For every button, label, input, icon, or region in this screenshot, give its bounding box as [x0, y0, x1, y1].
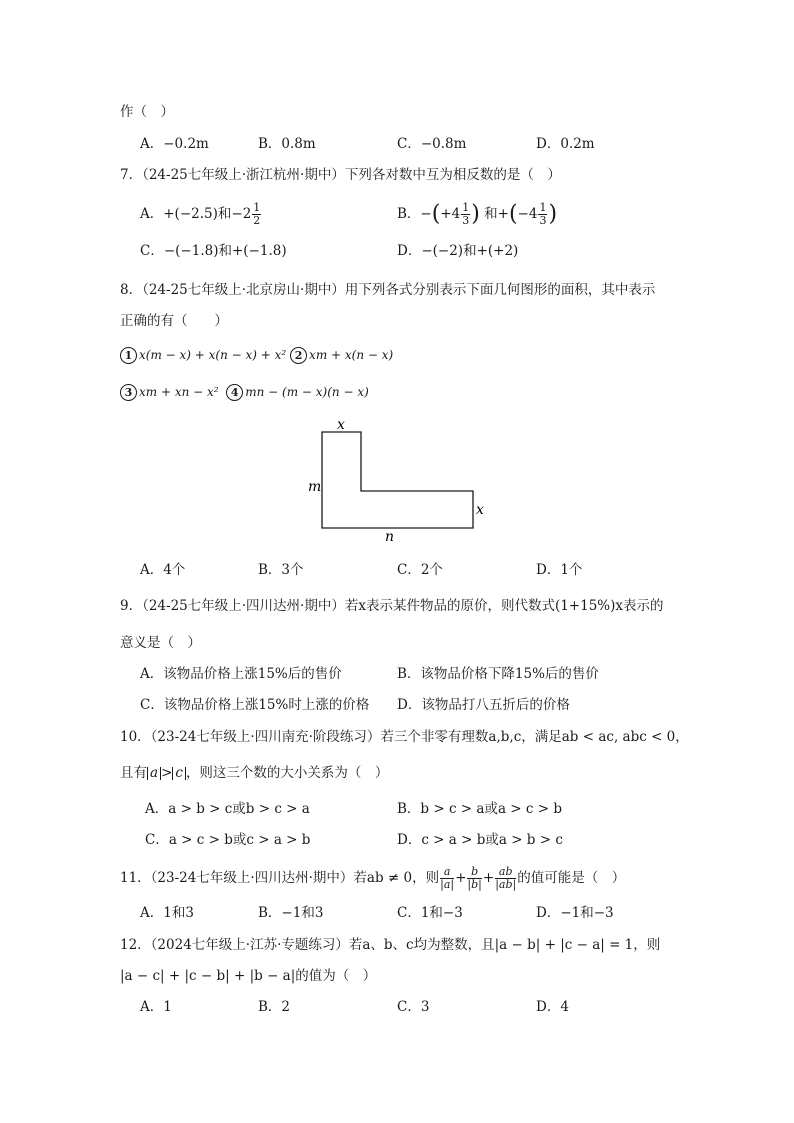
q7-b-paren-close: ) — [471, 201, 480, 227]
q7-b-paren2-close: ) — [548, 201, 558, 227]
q7-b-frac-num: 1 — [462, 201, 470, 214]
q8-formula2: xm + x(n − x) — [309, 348, 394, 362]
q7-b-mid2: −4 — [517, 206, 538, 222]
q6-stem-tail: 作（ ） — [120, 104, 174, 120]
q8-option-b[interactable]: B．3个 — [258, 562, 304, 578]
q11-plus1: + — [455, 870, 467, 886]
q8-label-top-x: x — [337, 417, 345, 433]
q7-b-paren2-open: ( — [508, 201, 518, 227]
q8-formula2-number: 2 — [290, 347, 307, 364]
q10-stem-line2 — [120, 763, 388, 783]
q7-option-d[interactable] — [397, 241, 518, 261]
q11-option-b[interactable]: B．−1和3 — [258, 905, 324, 921]
q6-option-d[interactable]: D．0.2m — [536, 136, 595, 152]
q10-abs-a: a — [147, 767, 161, 780]
q7-a-label: A． — [140, 206, 164, 222]
q11-plus2: + — [482, 870, 495, 886]
q7-b-frac2-den: 3 — [539, 214, 547, 227]
q11-option-d[interactable]: D．−1和−3 — [536, 905, 614, 921]
q11-stem-post: 的值可能是（ ） — [517, 870, 626, 886]
q11-frac3-den: |ab| — [495, 878, 517, 891]
q6-option-b[interactable]: B．0.8m — [258, 136, 316, 152]
q8-formula1-number: 1 — [120, 347, 137, 364]
q11-frac3 — [495, 866, 516, 891]
q8-option-a[interactable]: A．4个 — [140, 562, 186, 578]
q12-stem-line2: |a − c| + |c − b| + |b − a|的值为（ ） — [120, 968, 377, 984]
q10-gt: > — [161, 765, 173, 781]
q11-frac2 — [467, 866, 481, 891]
q7-c-label: C． — [140, 243, 164, 259]
q7-b-mid: 4 — [451, 206, 461, 222]
q8-stem-line2: 正确的有（ ） — [120, 313, 228, 329]
q7-b-label: B． — [397, 206, 421, 222]
q8-formula3-number: 3 — [120, 384, 137, 401]
q12-stem-line1: 12．（2024七年级上·江苏·专题练习）若a、b、c均为整数，且|a − b| + |c − a| = 1，则 — [120, 937, 661, 953]
q7-option-a[interactable] — [140, 202, 262, 227]
q11-option-a[interactable]: A．1和3 — [140, 905, 194, 921]
q12-option-b[interactable]: B．2 — [258, 999, 291, 1015]
q8-label-bottom-n: n — [385, 529, 395, 545]
q7-b-pre: − — [420, 206, 432, 222]
q11-option-c[interactable]: C．1和−3 — [397, 905, 463, 921]
q7-option-c[interactable] — [140, 241, 287, 261]
q8-label-left-m: m — [308, 479, 322, 495]
q8-option-c[interactable]: C．2个 — [397, 562, 443, 578]
q10-stem-line1: 10．（23-24七年级上·四川南充·阶段练习）若三个非零有理数a,b,c，满足ab < ac, abc < 0， — [120, 729, 689, 745]
q7-b-paren-open: ( — [431, 201, 441, 227]
q6-option-a[interactable]: A．−0.2m — [140, 136, 209, 152]
q8-formula4-number: 4 — [226, 384, 243, 401]
q7-d-expr: −(−2)和+(+2) — [421, 243, 519, 259]
q12-option-c[interactable]: C．3 — [397, 999, 430, 1015]
q7-option-b[interactable]: B．−(+4 $\frac{1}{3}$ ) 和+(−4 $\frac{1}{3}$ ) — [397, 201, 558, 227]
q8-label-right-x: x — [476, 502, 484, 518]
q9-option-c[interactable]: C．该物品价格上涨15%时上涨的价格 — [140, 697, 370, 713]
q11-stem-pre: 11．（23-24七年级上·四川达州·期中）若ab ≠ 0，则 — [120, 870, 440, 886]
q9-stem-line1: 9．（24-25七年级上·四川达州·期中）若x表示某件物品的原价，则代数式(1+15%)x表示的 — [120, 598, 664, 614]
q9-stem-line2: 意义是（ ） — [120, 635, 201, 651]
q7-stem: 7．（24-25七年级上·浙江杭州·期中）下列各对数中互为相反数的是（ ） — [120, 167, 561, 183]
q7-b-frac2-num: 1 — [539, 201, 547, 214]
q7-a-expr: +(−2.5)和−2 — [163, 206, 252, 222]
q7-a-fraction — [252, 202, 261, 227]
q8-option-d[interactable]: D．1个 — [536, 562, 583, 578]
q7-b-fraction — [461, 202, 470, 227]
q12-option-d[interactable]: D．4 — [536, 999, 569, 1015]
q8-formula3: xm + xn − x² — [139, 385, 219, 399]
q7-b-fraction2 — [538, 202, 547, 227]
q9-option-d[interactable]: D．该物品打八五折后的价格 — [397, 697, 570, 713]
q7-d-label: D． — [397, 243, 422, 259]
q12-option-a[interactable]: A．1 — [140, 999, 172, 1015]
q10-abs-c: c — [172, 767, 186, 780]
q11-frac1-num: a — [440, 866, 454, 879]
q8-formulas-row1 — [120, 345, 393, 365]
q8-formulas-row2 — [120, 382, 369, 402]
q11-frac3-num: ab — [495, 866, 516, 879]
q7-a-frac-num: 1 — [253, 201, 261, 214]
q7-b-and: 和+ — [484, 206, 509, 222]
q10-stem-post: ，则这三个数的大小关系为（ ） — [185, 765, 389, 781]
q11-frac1-den: |a| — [440, 878, 455, 891]
q10-option-a[interactable]: A．a > b > c或b > c > a — [145, 801, 310, 817]
q7-b-frac-den: 3 — [462, 214, 470, 227]
q9-option-b[interactable]: B．该物品价格下降15%后的售价 — [397, 666, 599, 682]
q10-option-c[interactable]: C．a > c > b或c > a > b — [145, 832, 311, 848]
q8-stem-line1: 8．（24-25七年级上·北京房山·期中）用下列各式分别表示下面几何图形的面积，其中表示 — [120, 282, 656, 298]
q11-stem — [120, 866, 625, 891]
q10-stem-pre: 且有 — [120, 765, 147, 781]
q8-l-shape-outline — [322, 432, 473, 528]
q6-option-c[interactable]: C．−0.8m — [397, 136, 467, 152]
q7-c-expr: −(−1.8)和+(−1.8) — [163, 243, 287, 259]
q11-frac2-den: |b| — [467, 878, 482, 891]
q8-l-shape-figure — [300, 410, 500, 550]
q10-option-d[interactable]: D．c > a > b或a > b > c — [397, 832, 563, 848]
q10-option-b[interactable]: B．b > c > a或a > c > b — [397, 801, 562, 817]
q7-a-frac-den: 2 — [253, 214, 261, 227]
q8-formula1: x(m − x) + x(n − x) + x² — [139, 348, 287, 362]
q9-option-a[interactable]: A．该物品价格上涨15%后的售价 — [140, 666, 342, 682]
q8-formula4: mn − (m − x)(n − x) — [245, 385, 369, 399]
q11-frac2-num: b — [467, 866, 481, 879]
q11-frac1 — [440, 866, 454, 891]
